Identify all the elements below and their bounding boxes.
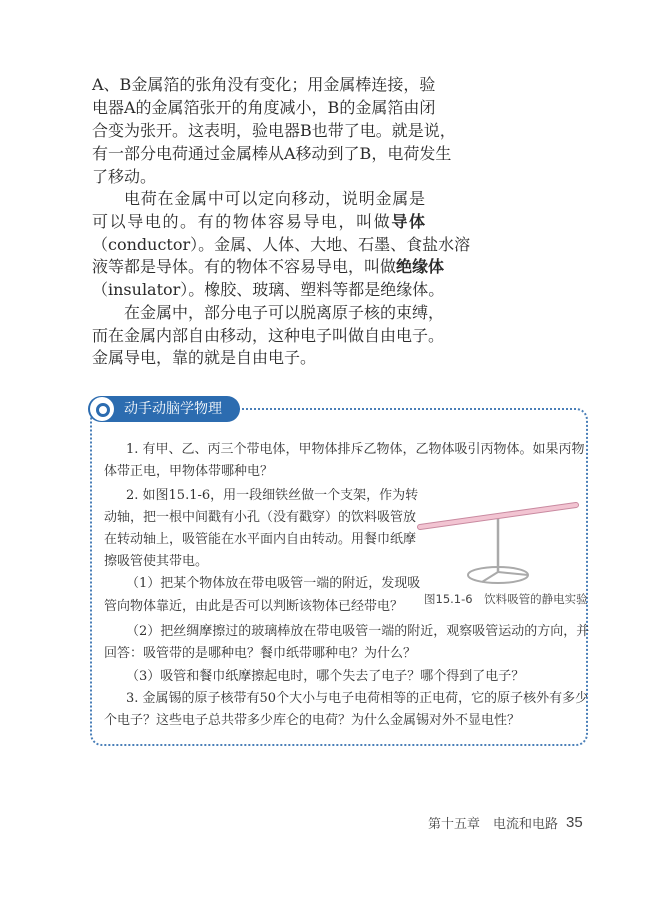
- question-line: （3）吸管和餐巾纸摩擦起电时，哪个失去了电子？哪个得到了电子？: [126, 669, 525, 684]
- text-line: （insulator）。橡胶、玻璃、塑料等都是绝缘体。: [92, 280, 445, 299]
- question-line: 2. 如图15.1-6，用一段细铁丝做一个支架，作为转: [126, 488, 419, 503]
- question-line: 3. 金属锡的原子核带有50个大小与电子电荷相等的正电荷，它的原子核外有多少: [126, 691, 589, 706]
- text-line: 而在金属内部自由移动，这种电子叫做自由电子。: [92, 326, 445, 345]
- text-line: 合变为张开。这表明，验电器B也带了电。就是说，: [92, 121, 456, 140]
- text: 可以导电的。有的物体容易导电，叫做: [92, 212, 392, 231]
- question-line: 1. 有甲、乙、丙三个带电体，甲物体排斥乙物体，乙物体吸引丙物体。如果丙物: [126, 442, 585, 457]
- question-line: 在转动轴上，吸管能在水平面内自由转动。用餐巾纸摩: [104, 532, 417, 547]
- activity-title: 动手动脑学物理: [124, 401, 222, 417]
- text: 液等都是导体。有的物体不容易导电，叫做: [92, 257, 397, 276]
- activity-icon: [90, 397, 114, 421]
- activity-header: [88, 396, 240, 422]
- text-line: A、B金属箔的张角没有变化；用金属棒连接，验: [92, 75, 436, 94]
- question-line: （1）把某个物体放在带电吸管一端的附近，发现吸: [126, 576, 421, 591]
- text-line: 了移动。: [92, 167, 157, 186]
- text-line: 在金属中，部分电子可以脱离原子核的束缚，: [124, 303, 445, 322]
- text-line: 电器A的金属箔张开的角度减小，B的金属箔由闭: [92, 98, 436, 117]
- text-line: （conductor）。金属、人体、大地、石墨、食盐水溶: [92, 235, 471, 254]
- straw-experiment-figure: [410, 490, 585, 590]
- term-insulator: 绝缘体: [396, 257, 445, 276]
- text-line: 金属导电，靠的就是自由电子。: [92, 348, 317, 367]
- question-line: 管向物体靠近，由此是否可以判断该物体已经带电？: [104, 599, 404, 614]
- question-line: （2）把丝绸摩擦过的玻璃棒放在带电吸管一端的附近，观察吸管运动的方向，并: [126, 624, 590, 639]
- term-conductor: 导体: [391, 212, 425, 231]
- question-line: 个电子？这些电子总共带多少库仑的电荷？为什么金属锡对外不显电性？: [104, 713, 521, 728]
- stand-leg: [498, 572, 528, 575]
- text-line: [92, 212, 425, 232]
- question-line: 动轴，把一根中间戳有小孔（没有戳穿）的饮料吸管放: [104, 510, 417, 525]
- question-line: 体带正电，甲物体带哪种电？: [104, 464, 274, 479]
- stand-leg: [482, 572, 498, 582]
- page-number: 35: [566, 814, 583, 831]
- question-line: 回答：吸管带的是哪种电？餐巾纸带哪种电？为什么？: [104, 646, 417, 661]
- text-line: 电荷在金属中可以定向移动，说明金属是: [124, 189, 425, 208]
- question-line: 擦吸管使其带电。: [104, 554, 209, 569]
- text-line: [92, 257, 445, 277]
- figure-caption: 图15.1-6 饮料吸管的静电实验: [424, 592, 588, 606]
- chapter-title: 第十五章 电流和电路: [428, 817, 559, 832]
- text-line: 有一部分电荷通过金属棒从A移动到了B，电荷发生: [92, 144, 452, 163]
